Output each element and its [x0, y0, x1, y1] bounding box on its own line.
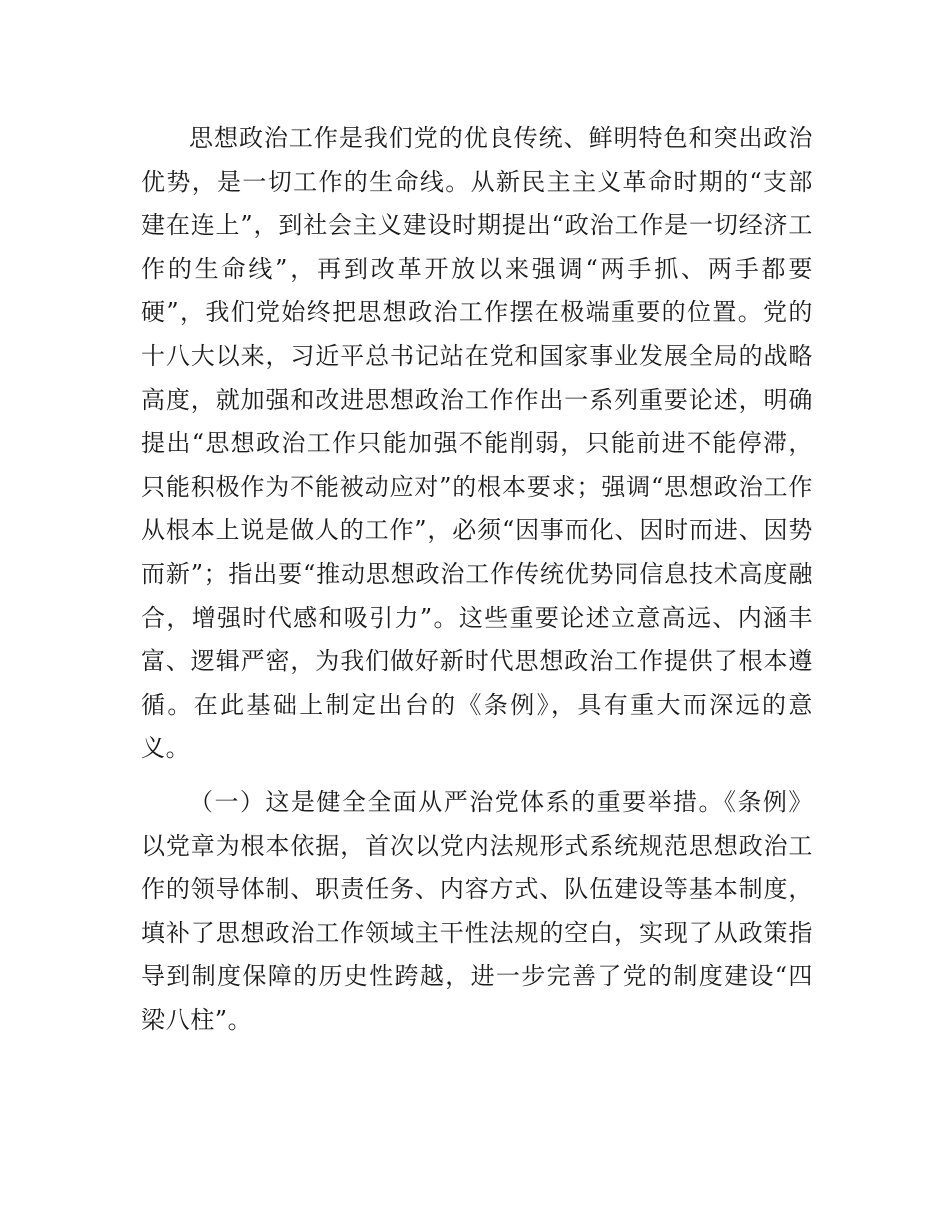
document-body — [141, 117, 813, 1042]
paragraph-section-one: （一）这是健全全面从严治党体系的重要举措。《条例》以党章为根本依据，首次以党内法规形式系统规范思想政治工作的领导体制、职责任务、内容方式、队伍建设等基本制度，填补了思想政治工作领域主干性法规的空白，实现了从政策指导到制度保障的历史性跨越，进一步完善了党的制度建设“四梁八柱”。 — [141, 787, 813, 1034]
paragraph-intro: 思想政治工作是我们党的优良传统、鲜明特色和突出政治优势，是一切工作的生命线。从新民主主义革命时期的“支部建在连上”，到社会主义建设时期提出“政治工作是一切经济工作的生命线”，再到改革开放以来强调“两手抓、两手都要硬”，我们党始终把思想政治工作摆在极端重要的位置。党的十八大以来，习近平总书记站在党和国家事业发展全局的战略高度，就加强和改进思想政治工作作出一系列重要论述，明确提出“思想政治工作只能加强不能削弱，只能前进不能停滞，只能积极作为不能被动应对”的根本要求；强调“思想政治工作从根本上说是做人的工作”，必须“因事而化、因时而进、因势而新”；指出要“推动思想政治工作传统优势同信息技术高度融合，增强时代感和吸引力”。这些重要论述立意高远、内涵丰富、逻辑严密，为我们做好新时代思想政治工作提供了根本遵循。在此基础上制定出台的《条例》，具有重大而深远的意义。 — [141, 124, 813, 763]
